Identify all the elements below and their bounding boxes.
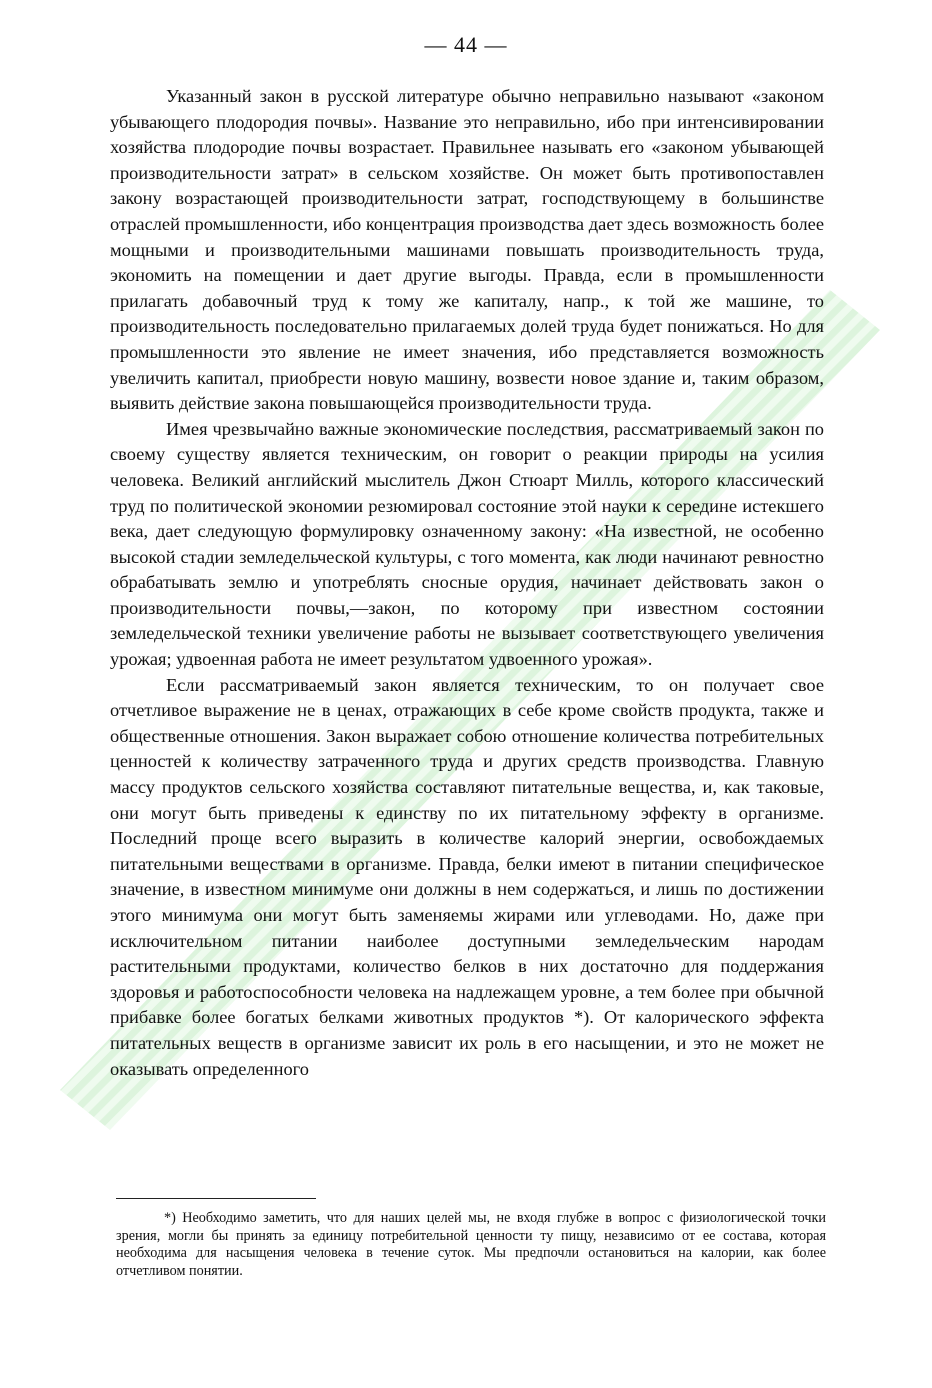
footnote: *) Необходимо заметить, что для наших целей мы, не входя глубже в вопрос с физиологической точки зрения, могли бы принять за единицу потребительной ценности ту пищу, независимо от ее состава, которая необходима для насыщения человека в течение суток. Мы предпочли остановиться на калории, как более отчетливом понятии. — [116, 1210, 826, 1279]
footnote-divider — [116, 1198, 316, 1199]
paragraph-1: Указанный закон в русской литературе обычно неправильно называют «законом убывающего плодородия почвы». Название это неправильно, ибо при интенсивировании хозяйства плодородие почвы возрастает. Правильнее называть его «законом убывающей производительности затрат» в сельском хозяйстве. Он может быть противопоставлен закону возрастающей производительности затрат, господствующему в большинстве отраслей промышленности, ибо концентрация производства дает здесь возможность более мощными и производительными машинами повышать производительность труда, экономить на помещении и дает другие выгоды. Правда, если в промышленности прилагать добавочный труд к тому же капиталу, напр., к той же машине, то производительность последовательно прилагаемых долей труда будет понижаться. Но для промышленности это явление не имеет значения, ибо представляется возможность увеличить капитал, приобрести новую машину, возвести новое здание и, таким образом, выявить действие закона повышающейся производительности труда. — [110, 86, 824, 414]
paragraph-2: Имея чрезвычайно важные экономические последствия, рассматриваемый закон по своему существу является техническим, он говорит о реакции природы на усилия человека. Великий английский мыслитель Джон Стюарт Милль, которого классический труд по политической экономии резюмировал состояние этой науки к середине истекшего века, дает следующую формулировку означенному закону: «На известной, не особенно высокой стадии земледельческой культуры, с того момента, как люди начинают ревностно обрабатывать землю и употреблять сносные орудия, начинает действовать закон о производительности почвы,—закон, по которому при известном состоянии земледельческой техники увеличение работы не вызывает соответствующего увеличения урожая; удвоенная работа не имеет результатом удвоенного урожая». — [110, 418, 824, 670]
paragraph-3: Если рассматриваемый закон является техническим, то он получает свое отчетливое выражение не в ценах, отражающих в себе кроме свойств продукта, также и общественные отношения. Закон выражает собою отношение количества потребительных ценностей к количеству затраченного труда и других средств производства. Главную массу продуктов сельского хозяйства составляют питательные вещества, и, как таковые, они могут быть приведены к единству по их питательному эффекту в организме. Последний проще всего выразить в количестве калорий энергии, освобождаемых питательными веществами в организме. Правда, белки имеют в питании специфическое значение, в известном минимуме они должны в нем содержаться, и лишь по достижении этого минимума они могут быть заменяемы жирами или углеводами. Но, даже при исключительном питании наиболее доступными земледельческим народам растительными продуктами, количество белков в них достаточно для поддержания здоровья и работоспособности человека на надлежащем уровне, а тем более при обычной прибавке более богатых белками животных продуктов *). От калорического эффекта питательных веществ в организме зависит их роль в его насыщении, и это не может не оказывать определенного — [110, 674, 824, 1079]
page-number: — 44 — — [424, 32, 508, 57]
main-text — [110, 84, 824, 1082]
